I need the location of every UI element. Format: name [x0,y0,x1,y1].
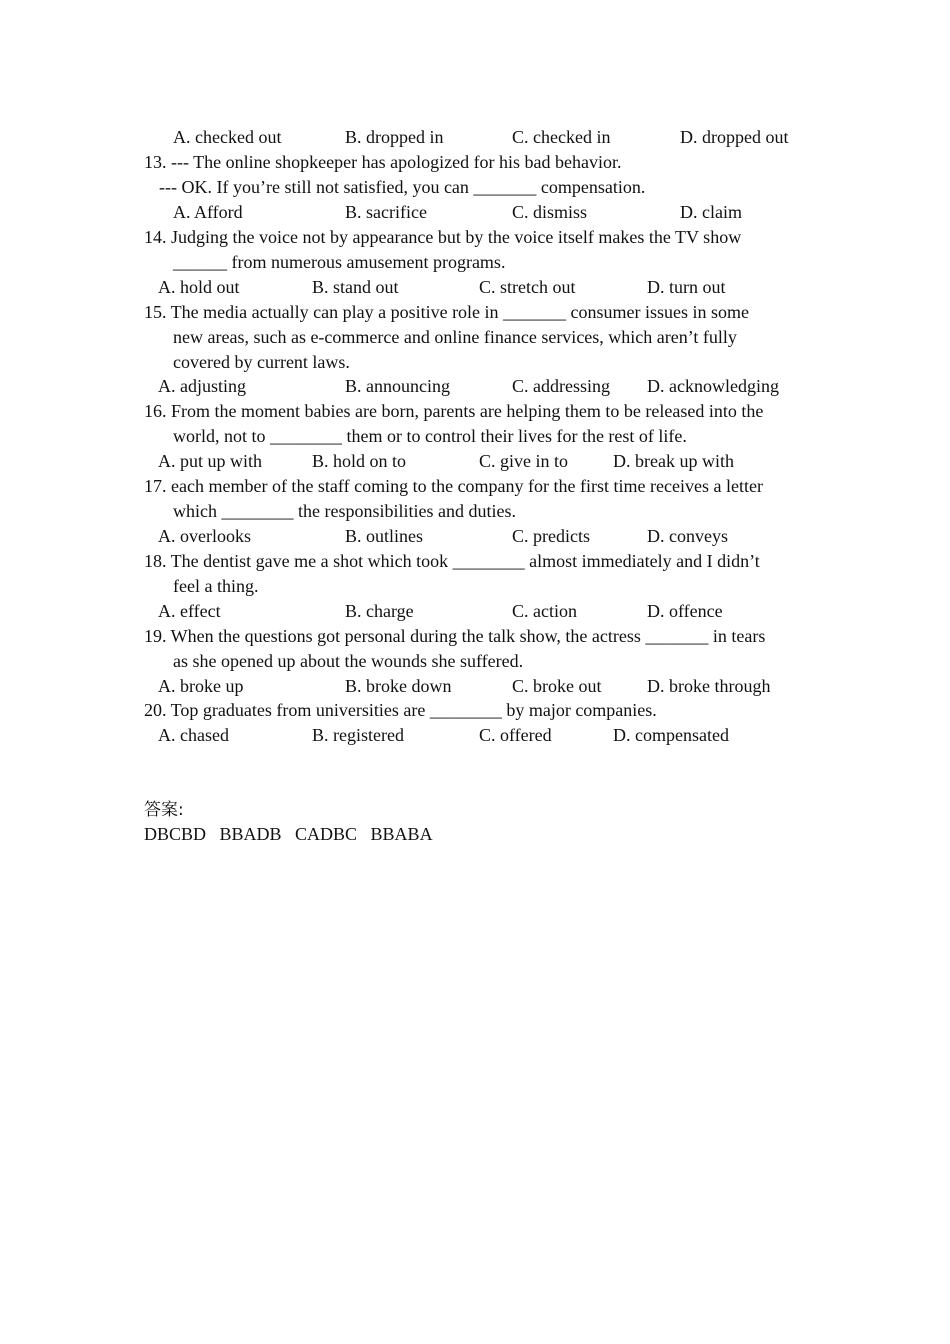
option-d: D. claim [680,202,742,222]
option-a: A. checked out [173,127,282,147]
option-d: D. compensated [613,725,729,745]
option-a: A. Afford [173,202,243,222]
option-d: D. break up with [613,451,734,471]
question-text: world, not to ________ them or to control their lives for the rest of life. [173,426,687,446]
question-text: --- OK. If you’re still not satisfied, you can _______ compensation. [159,177,646,197]
question-text: 13. --- The online shopkeeper has apologized for his bad behavior. [144,152,622,172]
option-b: B. stand out [312,277,399,297]
option-a: A. adjusting [158,376,246,396]
option-b: B. announcing [345,376,450,396]
question-text: 20. Top graduates from universities are ________ by major companies. [144,700,657,720]
option-b: B. outlines [345,526,424,546]
option-c: C. addressing [512,376,610,396]
option-a: A. chased [158,725,229,745]
option-d: D. offence [647,601,723,621]
option-c: C. give in to [479,451,568,471]
option-a: A. overlooks [158,526,251,546]
option-d: D. broke through [647,676,771,696]
option-c: C. action [512,601,577,621]
option-b: B. dropped in [345,127,444,147]
option-c: C. broke out [512,676,602,696]
question-text: as she opened up about the wounds she suffered. [173,651,524,671]
option-c: C. offered [479,725,552,745]
option-a: A. broke up [158,676,244,696]
question-text: 17. each member of the staff coming to the company for the first time receives a letter [144,476,763,496]
option-d: D. acknowledging [647,376,779,396]
question-text: ______ from numerous amusement programs. [173,252,506,272]
option-a: A. effect [158,601,221,621]
question-text: which ________ the responsibilities and duties. [173,501,516,521]
option-b: B. hold on to [312,451,407,471]
option-b: B. broke down [345,676,452,696]
option-c: C. checked in [512,127,611,147]
option-a: A. hold out [158,277,240,297]
option-b: B. sacrifice [345,202,427,222]
option-a: A. put up with [158,451,263,471]
question-text: 14. Judging the voice not by appearance but by the voice itself makes the TV show [144,227,742,247]
option-d: D. conveys [647,526,728,546]
option-d: D. dropped out [680,127,789,147]
answer-key-value: DBCBD BBADB CADBC BBABA [144,824,433,844]
question-text: covered by current laws. [173,352,350,372]
question-text: 19. When the questions got personal during the talk show, the actress _______ in tears [144,626,766,646]
question-text: new areas, such as e-commerce and online finance services, which aren’t fully [173,327,737,347]
option-c: C. dismiss [512,202,588,222]
option-b: B. registered [312,725,404,745]
question-text: feel a thing. [173,576,259,596]
answer-key-label: 答案: [144,800,184,820]
question-text: 18. The dentist gave me a shot which took ________ almost immediately and I didn’t [144,551,760,571]
option-b: B. charge [345,601,414,621]
question-text: 15. The media actually can play a positive role in _______ consumer issues in some [144,302,750,322]
option-d: D. turn out [647,277,726,297]
option-c: C. predicts [512,526,590,546]
option-c: C. stretch out [479,277,576,297]
question-text: 16. From the moment babies are born, parents are helping them to be released into the [144,401,764,421]
